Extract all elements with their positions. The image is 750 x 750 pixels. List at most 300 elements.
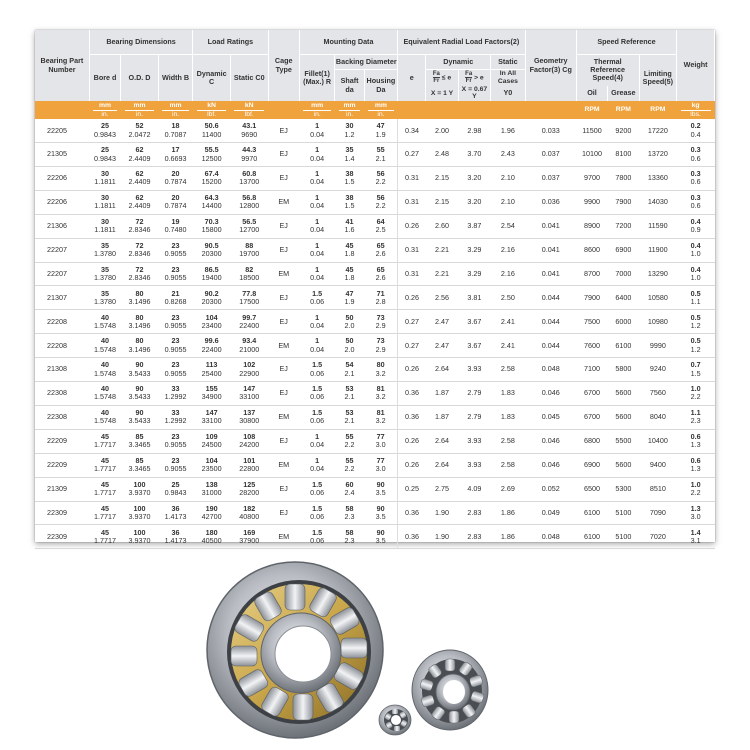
e-factor-cell: 0.26 xyxy=(398,214,426,238)
metric-value: 25 xyxy=(101,145,110,155)
metric-value: 0.5 xyxy=(690,312,701,322)
imperial-value: 1.4173 xyxy=(164,511,187,521)
static-load-cell xyxy=(230,382,268,406)
imperial-value: 3.9370 xyxy=(128,488,151,498)
table-row xyxy=(35,286,715,310)
metric-value: 33 xyxy=(171,408,180,418)
metric-value: 1.0 xyxy=(690,384,701,394)
y0-factor-cell: 2.58 xyxy=(491,453,526,477)
dynamic-load-cell xyxy=(193,477,231,501)
shaft-diameter-cell xyxy=(335,501,364,525)
grease-speed-cell: 5100 xyxy=(608,525,639,549)
metric-value: 1 xyxy=(315,240,320,250)
dynamic-load-cell xyxy=(193,525,231,549)
imperial-value: 1.3780 xyxy=(94,273,116,283)
housing-diameter-cell xyxy=(364,214,397,238)
imperial-value: 2.4409 xyxy=(128,153,151,163)
part-number-cell: 22205 xyxy=(35,119,89,142)
metric-value: 33 xyxy=(171,384,180,394)
imperial-value: 20300 xyxy=(201,249,222,259)
static-load-cell xyxy=(230,501,268,525)
housing-diameter-cell xyxy=(364,143,397,167)
cage-type-cell: EJ xyxy=(268,358,299,382)
bore-cell xyxy=(89,477,120,501)
width-cell xyxy=(158,190,192,214)
metric-value: 23 xyxy=(171,431,180,441)
imperial-value: 0.06 xyxy=(310,368,325,378)
imperial-value: 25400 xyxy=(201,368,222,378)
metric-value: 125 xyxy=(243,479,256,489)
imperial-value: 1.2 xyxy=(344,129,355,139)
imperial-value: 2.9 xyxy=(375,344,386,354)
e-factor-cell: 0.25 xyxy=(398,477,426,501)
cage-type-cell: EJ xyxy=(268,286,299,310)
metric-value: 23 xyxy=(171,360,180,370)
metric-value: 20 xyxy=(171,169,180,179)
limiting-speed-cell: 13360 xyxy=(639,167,677,191)
limiting-speed-cell: 11900 xyxy=(639,238,677,262)
imperial-value: 3.1 xyxy=(690,535,701,545)
shaft-diameter-cell xyxy=(335,453,364,477)
y-factor-1-cell: 2.64 xyxy=(426,453,458,477)
y-factor-2-cell: 3.20 xyxy=(458,167,490,191)
housing-diameter-cell xyxy=(364,334,397,358)
y-factor-2-cell: 2.98 xyxy=(458,119,490,142)
metric-value: 81 xyxy=(376,408,385,418)
od-cell xyxy=(121,429,159,453)
oil-speed-cell: 6700 xyxy=(576,382,607,406)
bore-cell xyxy=(89,143,120,167)
metric-value: 81 xyxy=(376,384,385,394)
limiting-speed-cell: 7090 xyxy=(639,501,677,525)
imperial-value: 2.9 xyxy=(375,320,386,330)
e-factor-cell: 0.31 xyxy=(398,262,426,286)
y-factor-2-cell: 3.81 xyxy=(458,286,490,310)
dynamic-load-cell xyxy=(193,238,231,262)
header-limiting-speed: Limiting Speed(5) xyxy=(639,55,677,102)
metric-value: 137 xyxy=(243,408,256,418)
metric-value: 38 xyxy=(345,193,354,203)
imperial-value: 1.9 xyxy=(344,296,355,306)
header-grease: Grease xyxy=(608,86,639,102)
imperial-value: 1.8 xyxy=(344,249,355,259)
imperial-value: 1.3 xyxy=(690,464,701,474)
imperial-value: 0.6 xyxy=(690,201,701,211)
metric-value: 147 xyxy=(243,384,256,394)
metric-value: 67.4 xyxy=(204,169,219,179)
shaft-diameter-cell xyxy=(335,262,364,286)
header-mounting-data: Mounting Data xyxy=(299,30,397,55)
y-factor-1-cell: 2.75 xyxy=(426,477,458,501)
metric-value: 1 xyxy=(315,336,320,346)
y0-factor-cell: 2.41 xyxy=(491,334,526,358)
imperial-value: 2.8346 xyxy=(128,249,151,259)
oil-speed-cell: 6100 xyxy=(576,501,607,525)
y0-factor-cell: 2.41 xyxy=(491,310,526,334)
imperial-value: 0.06 xyxy=(310,296,325,306)
cage-type-cell: EM xyxy=(268,262,299,286)
metric-value: 40 xyxy=(101,336,110,346)
width-cell xyxy=(158,119,192,142)
imperial-value: 23400 xyxy=(201,320,222,330)
limiting-speed-cell: 10580 xyxy=(639,286,677,310)
imperial-value: 3.5433 xyxy=(128,416,151,426)
imperial-value: 2.4409 xyxy=(128,177,151,187)
limiting-speed-cell: 14030 xyxy=(639,190,677,214)
metric-value: 1.4 xyxy=(690,527,701,537)
static-load-cell xyxy=(230,405,268,429)
imperial-value: 22800 xyxy=(239,464,260,474)
imperial-value: 0.04 xyxy=(310,320,325,330)
table-row xyxy=(35,453,715,477)
geometry-factor-cell: 0.041 xyxy=(525,214,576,238)
header-speed-reference: Speed Reference xyxy=(576,30,676,55)
frac-denominator: Fr xyxy=(433,78,440,85)
y-factor-1-cell: 2.15 xyxy=(426,167,458,191)
metric-value: 77 xyxy=(376,455,385,465)
imperial-value: 3.2 xyxy=(375,416,386,426)
od-cell xyxy=(121,334,159,358)
cage-type-cell: EJ xyxy=(268,143,299,167)
frac-numerator: Fa xyxy=(465,71,473,78)
unit-metric: RPM xyxy=(650,106,666,114)
limiting-speed-cell: 13720 xyxy=(639,143,677,167)
metric-value: 56.8 xyxy=(242,193,257,203)
header-width: Width B xyxy=(158,55,192,102)
imperial-value: 2.8346 xyxy=(128,225,151,235)
imperial-value: 0.6 xyxy=(690,153,701,163)
imperial-value: 1.4 xyxy=(344,153,355,163)
bore-cell xyxy=(89,310,120,334)
metric-value: 72 xyxy=(135,264,144,274)
imperial-value: 0.7874 xyxy=(164,177,187,187)
dynamic-load-cell xyxy=(193,405,231,429)
imperial-value: 2.3 xyxy=(344,535,355,545)
unit-cell xyxy=(268,101,299,119)
imperial-value: 21000 xyxy=(239,344,260,354)
imperial-value: 0.06 xyxy=(310,416,325,426)
imperial-value: 1.5 xyxy=(344,201,355,211)
geometry-factor-cell: 0.036 xyxy=(525,190,576,214)
bore-cell xyxy=(89,501,120,525)
cage-type-cell: EM xyxy=(268,525,299,549)
imperial-value: 0.6693 xyxy=(164,153,187,163)
metric-value: 93.4 xyxy=(242,336,257,346)
oil-speed-cell: 8600 xyxy=(576,238,607,262)
static-load-cell xyxy=(230,358,268,382)
imperial-value: 2.1 xyxy=(344,416,355,426)
y-factor-2-cell: 3.93 xyxy=(458,453,490,477)
imperial-value: 1.3780 xyxy=(94,249,116,259)
imperial-value: 0.9055 xyxy=(164,344,187,354)
metric-value: 86.5 xyxy=(204,264,219,274)
imperial-value: 42700 xyxy=(201,511,222,521)
metric-value: 53 xyxy=(345,384,354,394)
oil-speed-cell: 9700 xyxy=(576,167,607,191)
table-row xyxy=(35,405,715,429)
limiting-speed-cell: 10980 xyxy=(639,310,677,334)
table-row xyxy=(35,334,715,358)
metric-value: 60.8 xyxy=(242,169,257,179)
part-number-cell: 22206 xyxy=(35,167,89,191)
metric-value: 85 xyxy=(135,455,144,465)
geometry-factor-cell: 0.048 xyxy=(525,525,576,549)
limiting-speed-cell: 9240 xyxy=(639,358,677,382)
geometry-factor-cell: 0.044 xyxy=(525,286,576,310)
cage-type-cell: EJ xyxy=(268,119,299,142)
dynamic-load-cell xyxy=(193,429,231,453)
imperial-value: 23500 xyxy=(201,464,222,474)
metric-value: 55.5 xyxy=(204,145,219,155)
metric-value: 1 xyxy=(315,169,320,179)
housing-diameter-cell xyxy=(364,453,397,477)
part-number-cell: 21307 xyxy=(35,286,89,310)
geometry-factor-cell: 0.046 xyxy=(525,382,576,406)
shaft-diameter-cell xyxy=(335,238,364,262)
table-row xyxy=(35,167,715,191)
metric-value: 155 xyxy=(205,384,218,394)
imperial-value: 3.5433 xyxy=(128,392,151,402)
e-factor-cell: 0.27 xyxy=(398,143,426,167)
metric-value: 0.4 xyxy=(690,240,701,250)
table-row xyxy=(35,310,715,334)
header-geometry-factor: Geometry Factor(3) Cg xyxy=(525,30,576,101)
part-number-cell: 21305 xyxy=(35,143,89,167)
housing-diameter-cell xyxy=(364,262,397,286)
imperial-value: 0.9055 xyxy=(164,320,187,330)
oil-speed-cell: 6800 xyxy=(576,429,607,453)
y0-factor-cell: 1.83 xyxy=(491,405,526,429)
table-row xyxy=(35,190,715,214)
grease-speed-cell: 5800 xyxy=(608,358,639,382)
geometry-factor-cell: 0.044 xyxy=(525,310,576,334)
large-bearing xyxy=(207,562,383,738)
oil-speed-cell: 6900 xyxy=(576,453,607,477)
unit-metric: mm xyxy=(98,101,112,109)
grease-speed-cell: 7900 xyxy=(608,190,639,214)
unit-imperial: in. xyxy=(368,110,393,119)
bore-cell xyxy=(89,525,120,549)
bore-cell xyxy=(89,334,120,358)
bore-cell xyxy=(89,119,120,142)
imperial-value: 3.5 xyxy=(375,488,386,498)
imperial-value: 0.04 xyxy=(310,344,325,354)
imperial-value: 0.04 xyxy=(310,225,325,235)
imperial-value: 0.06 xyxy=(310,511,325,521)
e-factor-cell: 0.26 xyxy=(398,358,426,382)
imperial-value: 24200 xyxy=(239,440,260,450)
weight-cell xyxy=(677,405,715,429)
imperial-value: 3.9370 xyxy=(128,511,151,521)
imperial-value: 18500 xyxy=(239,273,260,283)
metric-value: 1.5 xyxy=(312,360,323,370)
table-row xyxy=(35,501,715,525)
unit-imperial: in. xyxy=(125,110,155,119)
metric-value: 182 xyxy=(243,503,256,513)
e-factor-cell: 0.31 xyxy=(398,167,426,191)
metric-value: 30 xyxy=(101,216,110,226)
metric-value: 36 xyxy=(171,503,180,513)
imperial-value: 1.5748 xyxy=(94,416,116,426)
y-factor-2-cell: 3.29 xyxy=(458,238,490,262)
condition-relation: > e xyxy=(474,74,484,82)
imperial-value: 0.4 xyxy=(690,129,701,139)
width-cell xyxy=(158,286,192,310)
shaft-diameter-cell xyxy=(335,358,364,382)
y-factor-1-cell: 2.64 xyxy=(426,429,458,453)
dynamic-load-cell xyxy=(193,334,231,358)
metric-value: 40 xyxy=(101,360,110,370)
imperial-value: 1.1811 xyxy=(94,225,116,235)
metric-value: 35 xyxy=(101,240,110,250)
imperial-value: 2.4409 xyxy=(128,201,151,211)
metric-value: 62 xyxy=(135,145,144,155)
housing-diameter-cell xyxy=(364,286,397,310)
grease-speed-cell: 6000 xyxy=(608,310,639,334)
metric-value: 77.8 xyxy=(242,288,257,298)
grease-speed-cell: 8100 xyxy=(608,143,639,167)
imperial-value: 1.7717 xyxy=(94,440,116,450)
metric-value: 45 xyxy=(101,455,110,465)
header-bearing-dimensions: Bearing Dimensions xyxy=(89,30,192,55)
y0-factor-cell: 2.50 xyxy=(491,286,526,310)
housing-diameter-cell xyxy=(364,167,397,191)
imperial-value: 1.1811 xyxy=(94,201,116,211)
header-load-ratings: Load Ratings xyxy=(193,30,268,55)
fillet-cell xyxy=(299,501,335,525)
unit-cell xyxy=(35,101,89,119)
part-number-cell: 22207 xyxy=(35,262,89,286)
limiting-speed-cell: 8510 xyxy=(639,477,677,501)
static-load-cell xyxy=(230,167,268,191)
imperial-value: 1.0 xyxy=(690,249,701,259)
metric-value: 0.3 xyxy=(690,145,701,155)
metric-value: 1.5 xyxy=(312,503,323,513)
grease-speed-cell: 5600 xyxy=(608,405,639,429)
metric-value: 35 xyxy=(101,264,110,274)
imperial-value: 1.5 xyxy=(690,368,701,378)
metric-value: 56 xyxy=(376,169,385,179)
metric-value: 30 xyxy=(101,169,110,179)
part-number-cell: 22208 xyxy=(35,310,89,334)
imperial-value: 33100 xyxy=(239,392,260,402)
unit-cell xyxy=(158,101,192,119)
unit-cell xyxy=(299,101,335,119)
unit-cell xyxy=(89,101,120,119)
imperial-value: 3.0 xyxy=(375,464,386,474)
imperial-value: 1.7717 xyxy=(94,535,116,545)
metric-value: 169 xyxy=(243,527,256,537)
unit-cell xyxy=(608,101,639,119)
header-e: e xyxy=(398,55,426,102)
cage-type-cell: EM xyxy=(268,190,299,214)
metric-value: 23 xyxy=(171,455,180,465)
metric-value: 55 xyxy=(345,431,354,441)
metric-value: 58 xyxy=(345,527,354,537)
bore-cell xyxy=(89,382,120,406)
imperial-value: 2.1 xyxy=(344,368,355,378)
bore-cell xyxy=(89,429,120,453)
grease-speed-cell: 6100 xyxy=(608,334,639,358)
header-cage-type: Cage Type xyxy=(268,30,299,101)
imperial-value: 2.0 xyxy=(344,320,355,330)
fillet-cell xyxy=(299,190,335,214)
y0-factor-cell: 2.16 xyxy=(491,262,526,286)
static-load-cell xyxy=(230,262,268,286)
limiting-speed-cell: 11590 xyxy=(639,214,677,238)
unit-imperial: in. xyxy=(339,110,360,119)
imperial-value: 2.3 xyxy=(690,416,701,426)
geometry-factor-cell: 0.045 xyxy=(525,405,576,429)
static-load-cell xyxy=(230,429,268,453)
od-cell xyxy=(121,477,159,501)
header-dynamic-load: Dynamic C xyxy=(193,55,231,102)
metric-value: 100 xyxy=(133,527,146,537)
metric-value: 1 xyxy=(315,145,320,155)
imperial-value: 0.04 xyxy=(310,249,325,259)
part-number-cell: 22208 xyxy=(35,334,89,358)
metric-value: 0.2 xyxy=(690,121,701,131)
y-factor-1-cell: 2.60 xyxy=(426,214,458,238)
unit-cell xyxy=(639,101,677,119)
dynamic-load-cell xyxy=(193,453,231,477)
width-cell xyxy=(158,143,192,167)
width-cell xyxy=(158,238,192,262)
imperial-value: 0.7480 xyxy=(164,225,187,235)
unit-cell xyxy=(230,101,268,119)
imperial-value: 33100 xyxy=(201,416,222,426)
imperial-value: 34900 xyxy=(201,392,222,402)
fillet-cell xyxy=(299,334,335,358)
imperial-value: 2.2 xyxy=(344,440,355,450)
imperial-value: 2.0472 xyxy=(128,129,151,139)
y-factor-2-cell: 3.70 xyxy=(458,143,490,167)
shaft-diameter-cell xyxy=(335,310,364,334)
width-cell xyxy=(158,477,192,501)
imperial-value: 0.04 xyxy=(310,129,325,139)
imperial-value: 0.9843 xyxy=(94,129,116,139)
bore-cell xyxy=(89,358,120,382)
metric-value: 90 xyxy=(135,384,144,394)
imperial-value: 17500 xyxy=(239,296,260,306)
imperial-value: 19400 xyxy=(201,273,222,283)
imperial-value: 12500 xyxy=(201,153,222,163)
part-number-cell: 22206 xyxy=(35,190,89,214)
unit-cell xyxy=(426,101,458,119)
y-factor-2-cell: 2.79 xyxy=(458,405,490,429)
imperial-value: 22900 xyxy=(239,368,260,378)
unit-metric: RPM xyxy=(584,106,600,114)
imperial-value: 2.0 xyxy=(344,344,355,354)
dynamic-load-cell xyxy=(193,262,231,286)
metric-value: 50 xyxy=(345,336,354,346)
imperial-value: 1.1 xyxy=(690,296,701,306)
shaft-diameter-cell xyxy=(335,405,364,429)
y-label: Y xyxy=(448,89,454,97)
weight-cell xyxy=(677,143,715,167)
header-fillet: Fillet(1) (Max.) R xyxy=(299,55,335,102)
bore-cell xyxy=(89,190,120,214)
metric-value: 0.3 xyxy=(690,193,701,203)
shaft-diameter-cell xyxy=(335,477,364,501)
y-factor-2-cell: 3.29 xyxy=(458,262,490,286)
metric-value: 113 xyxy=(205,360,218,370)
header-y-condition-2 xyxy=(458,86,490,102)
metric-value: 190 xyxy=(205,503,218,513)
metric-value: 90 xyxy=(135,408,144,418)
e-factor-cell: 0.36 xyxy=(398,405,426,429)
x-value: X = 1 xyxy=(430,89,447,97)
